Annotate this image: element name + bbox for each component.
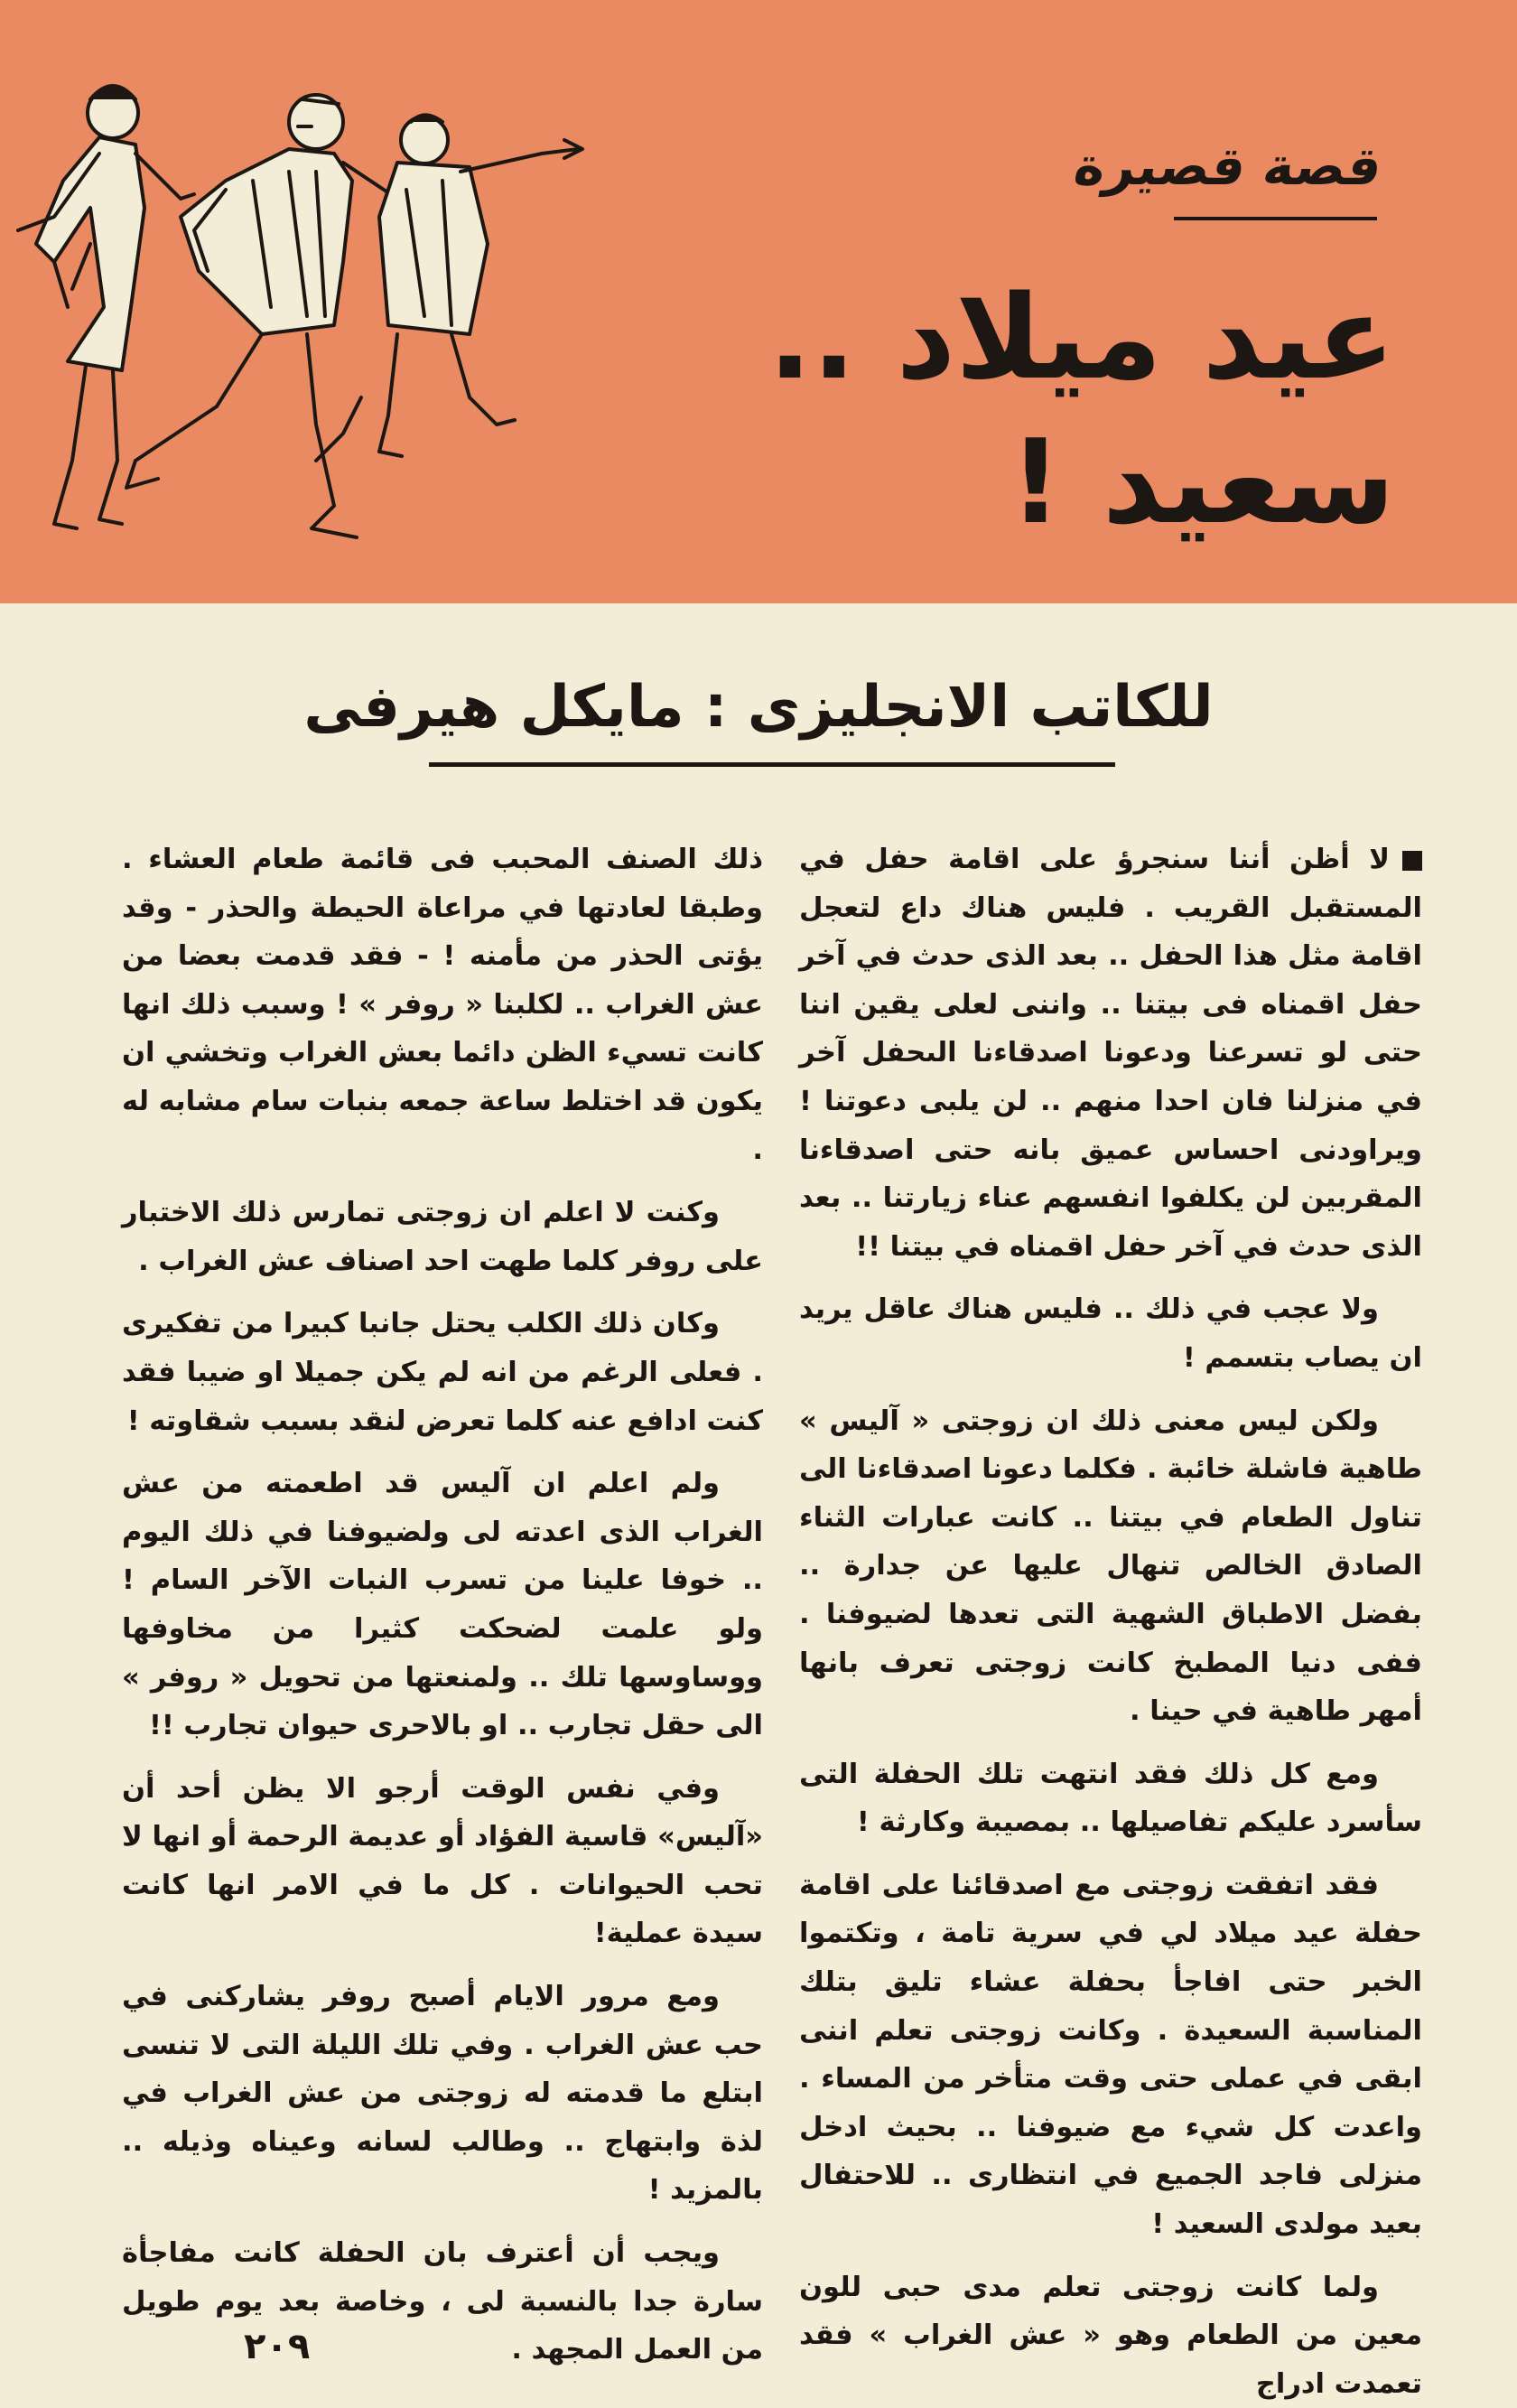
dancing-figures-illustration: [0, 36, 596, 569]
author-byline: للكاتب الانجليزى : مايكل هيرفى: [303, 674, 1214, 741]
paragraph: ولم اعلم ان آليس قد اطعمته من عش الغراب الذى اعدته لى ولضيوفنا في ذلك اليوم .. خوفا علينا من تسرب النبات الآخر السام ! ولو علمت لضحكت كثيرا من مخاوفها ووساوسها تلك .. ولمنعتها من تحويل « روفر » الى حقل تجارب .. او بالاحرى حيوان تجارب !!: [122, 1468, 763, 1742]
paragraph: ومع مرور الايام أصبح روفر يشاركنى في حب عش الغراب . وفي تلك الليلة التى لا تنسى ابتلع ما قدمته له زوجتى من عش الغراب في لذة وابتهاج .. وطالب لسانه وعيناه وذيله .. بالمزيد !: [122, 1981, 763, 2207]
paragraph-text: لا أظن أننا سنجرؤ على اقامة حفل في المستقبل القريب . فليس هناك داع لتعجل اقامة مثل هذا الحفل .. بعد الذى حدث في آخر حفل اقمناه فى بيتنا .. واننى لعلى يقين اننا حتى لو تسرعنا ودعونا اصدقاءنا الىحفل آخر في منزلنا فان احدا منهم .. لن يلبى دعوتنا ! ويراودنى احساس عميق بانه حتى اصدقاءنا المقربين لن يكلفوا انفسهم عناء زيارتنا .. بعد الذى حدث في آخر حفل اقمناه في بيتنا !!: [799, 844, 1422, 1263]
story-title: عيد ميلاد .. سعيد !: [768, 271, 1395, 550]
header-band: [0, 0, 1517, 603]
paragraph: وكان ذلك الكلب يحتل جانبا كبيرا من تفكيرى . فعلى الرغم من انه لم يكن جميلا او ضيبا فقد كنت ادافع عنه كلما تعرض لنقد بسبب شقاوته !: [122, 1308, 763, 1437]
paragraph: ويجب أن أعترف بان الحفلة كانت مفاجأة سارة جدا بالنسبة لى ، وخاصة بعد يوم طويل من العمل المجهد .: [122, 2237, 763, 2366]
paragraph: ولكن ليس معنى ذلك ان زوجتى « آليس » طاهية فاشلة خائبة . فكلما دعونا اصدقاءنا الى تناول الطعام في بيتنا .. كانت عبارات الثناء الصادق الخالص تنهال عليها عن جدارة .. بفضل الاطباق الشهية التى تعدها لضيوفنا . ففى دنيا المطبخ كانت زوجتى تعرف بانها أمهر طاهية في حينا .: [799, 1405, 1422, 1728]
page-number: ٢٠٩: [244, 2326, 311, 2367]
paragraph: [799, 835, 1422, 1271]
paragraph: ذلك الصنف المحبب فى قائمة طعام العشاء . وطبقا لعادتها في مراعاة الحيطة والحذر - وقد يؤتى الحذر من مأمنه ! - فقد قدمت بعضا من عش الغراب .. لكلبنا « روفر » ! وسبب ذلك انها كانت تسيء الظن دائما بعش الغراب وتخشي ان يكون قد اختلط ساعة جمعه بنبات سام مشابه له .: [122, 844, 763, 1166]
paragraph: وفي نفس الوقت أرجو الا يظن أحد أن «آليس» قاسية الفؤاد أو عديمة الرحمة أو انها لا تحب الحيوانات . كل ما في الامر انها كانت سيدة عملية!: [122, 1772, 763, 1950]
kicker-underline: [1174, 217, 1377, 220]
paragraph: ولما كانت زوجتى تعلم مدى حبى للون معين من الطعام وهو « عش الغراب » فقد تعمدت ادراج: [799, 2271, 1422, 2400]
bullet-square-icon: [1402, 851, 1422, 871]
paragraph: ومع كل ذلك فقد انتهت تلك الحفلة التى سأسرد عليكم تفاصيلها .. بمصيبة وكارثة !: [799, 1758, 1422, 1839]
story-kicker: قصة قصيرة: [1069, 135, 1388, 197]
paragraph: فقد اتفقت زوجتى مع اصدقائنا على اقامة حفلة عيد ميلاد لي في سرية تامة ، وتكتموا الخبر حتى افاجأ بحفلة عشاء تليق بتلك المناسبة السعيدة . وكانت زوجتى تعلم اننى ابقى في عملى حتى وقت متأخر من المساء . واعدت كل شيء مع ضيوفنا .. بحيث ادخل منزلى فاجد الجميع في انتظارى .. للاحتفال بعيد مولدى السعيد !: [799, 1869, 1422, 2241]
byline-underline: [429, 762, 1115, 767]
text-column-right: [799, 835, 1422, 2400]
paragraph: ولا عجب في ذلك .. فليس هناك عاقل يريد ان يصاب بتسمم !: [799, 1293, 1422, 1374]
paragraph: وكنت لا اعلم ان زوجتى تمارس ذلك الاختبار على روفر كلما طهت احد اصناف عش الغراب .: [122, 1197, 763, 1277]
